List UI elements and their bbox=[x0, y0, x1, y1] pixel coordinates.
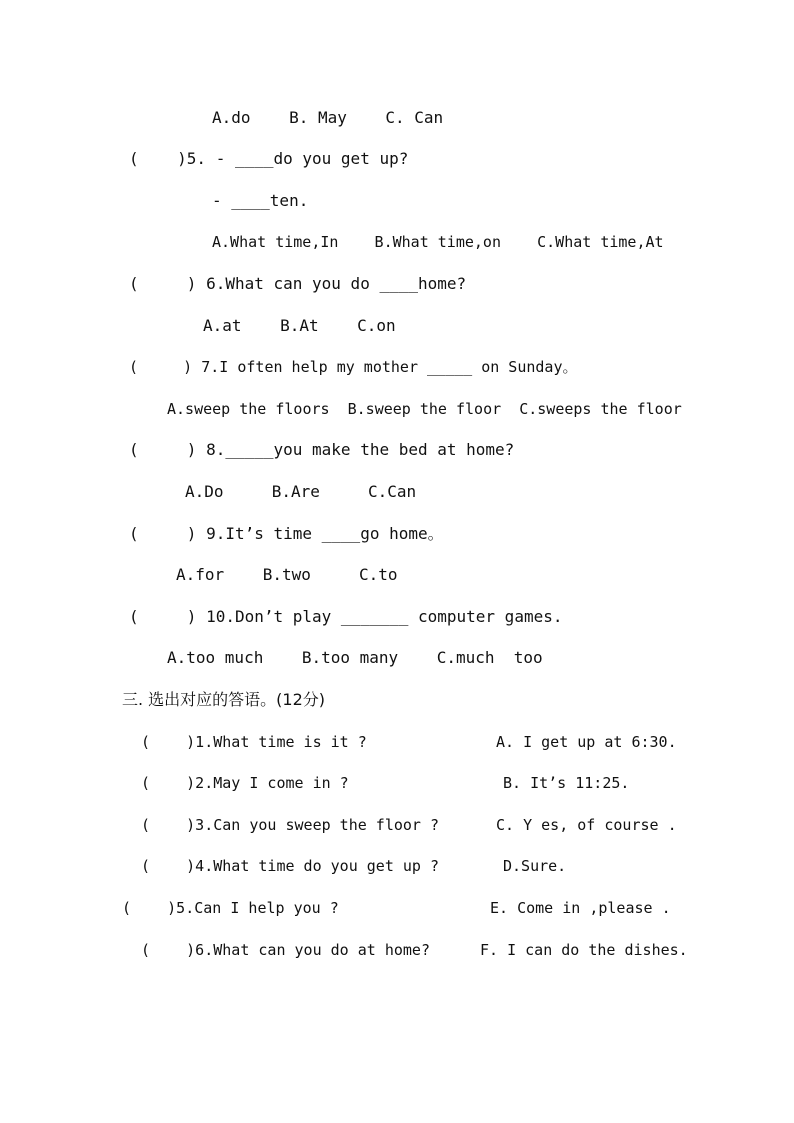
match-question-6: ( )6.What can you do at home? bbox=[141, 941, 430, 959]
match-answer-c: C. Y es, of course . bbox=[496, 816, 677, 834]
question-7-stem: ( ) 7.I often help my mother _____ on Sunday。 bbox=[129, 358, 578, 376]
question-5-response-line: - ____ten. bbox=[212, 191, 309, 210]
question-4-options: A.do B. May C. Can bbox=[212, 108, 444, 127]
match-question-5: ( )5.Can I help you ? bbox=[122, 899, 339, 917]
match-answer-e: E. Come in ,please . bbox=[490, 899, 671, 917]
question-8-options: A.Do B.Are C.Can bbox=[185, 482, 417, 501]
question-8-stem: ( ) 8._____you make the bed at home? bbox=[129, 440, 515, 459]
question-6-stem: ( ) 6.What can you do ____home? bbox=[129, 274, 467, 293]
match-answer-d: D.Sure. bbox=[503, 857, 567, 875]
match-answer-a: A. I get up at 6:30. bbox=[496, 733, 677, 751]
question-10-options: A.too much B.too many C.much too bbox=[167, 648, 543, 667]
question-5-options: A.What time,In B.What time,on C.What time,At bbox=[212, 233, 664, 251]
question-9-stem: ( ) 9.It’s time ____go home。 bbox=[129, 524, 444, 543]
match-question-3: ( )3.Can you sweep the floor ? bbox=[141, 816, 440, 834]
section-3-heading: 三. 选出对应的答语。(12分) bbox=[122, 690, 326, 709]
match-question-1: ( )1.What time is it ? bbox=[141, 733, 367, 751]
question-10-stem: ( ) 10.Don’t play _______ computer games. bbox=[129, 607, 563, 626]
match-question-2: ( )2.May I come in ? bbox=[141, 774, 349, 792]
match-answer-b: B. It’s 11:25. bbox=[503, 774, 630, 792]
question-9-options: A.for B.two C.to bbox=[176, 565, 398, 584]
match-answer-f: F. I can do the dishes. bbox=[480, 941, 688, 959]
question-5-stem: ( )5. - ____do you get up? bbox=[129, 149, 409, 168]
match-question-4: ( )4.What time do you get up ? bbox=[141, 857, 440, 875]
question-7-options: A.sweep the floors B.sweep the floor C.sweeps the floor bbox=[167, 400, 682, 418]
question-6-options: A.at B.At C.on bbox=[203, 316, 396, 335]
